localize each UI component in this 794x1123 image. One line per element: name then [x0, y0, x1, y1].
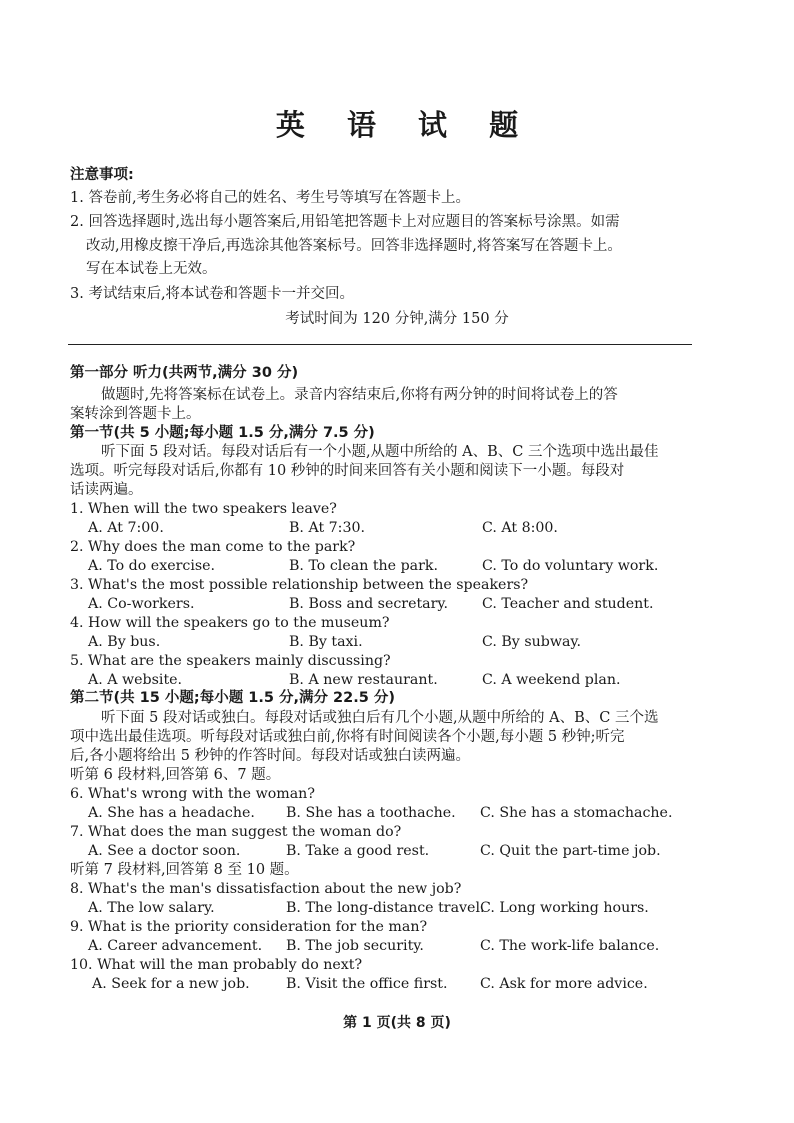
notice-line-1: 1. 答卷前,考生务必将自己的姓名、考生号等填写在答题卡上。	[70, 190, 471, 206]
option-c: C. Ask for more advice.	[480, 976, 648, 992]
option-b: B. Visit the office first.	[286, 976, 448, 992]
section2-intro-2: 项中选出最佳选项。听每段对话或独白前,你将有时间阅读各个小题,每小题 5 秒钟;听完	[70, 729, 625, 745]
option-b: B. The long-distance travel.	[286, 900, 485, 916]
material-7-instruction: 听第 7 段材料,回答第 8 至 10 题。	[70, 862, 299, 878]
option-c: C. Long working hours.	[480, 900, 649, 916]
option-c: C. Quit the part-time job.	[480, 843, 661, 859]
option-b: B. Boss and secretary.	[289, 596, 449, 612]
question-stem: 3. What's the most possible relationship between the speakers?	[70, 577, 529, 593]
option-a: A. The low salary.	[88, 900, 215, 916]
option-c: C. By subway.	[482, 634, 582, 650]
question-stem: 6. What's wrong with the woman?	[70, 786, 315, 802]
option-b: B. She has a toothache.	[286, 805, 456, 821]
section2-intro-3: 后,各小题将给出 5 秒钟的作答时间。每段对话或独白读两遍。	[70, 748, 471, 764]
notice-line-5: 3. 考试结束后,将本试卷和答题卡一并交回。	[70, 286, 355, 302]
option-b: B. The job security.	[286, 938, 424, 954]
option-a: A. At 7:00.	[88, 520, 164, 536]
option-c: C. Teacher and student.	[482, 596, 654, 612]
option-a: A. See a doctor soon.	[88, 843, 241, 859]
option-c: C. The work-life balance.	[480, 938, 660, 954]
question-stem: 5. What are the speakers mainly discussing?	[70, 653, 391, 669]
option-b: B. Take a good rest.	[286, 843, 430, 859]
page-number-footer: 第 1 页(共 8 页)	[343, 1015, 451, 1031]
part1-intro-1: 做题时,先将答案标在试卷上。录音内容结束后,你将有两分钟的时间将试卷上的答	[101, 387, 618, 403]
material-6-instruction: 听第 6 段材料,回答第 6、7 题。	[70, 767, 281, 783]
section1-intro-2: 选项。听完每段对话后,你都有 10 秒钟的时间来回答有关小题和阅读下一小题。每段对	[70, 463, 625, 479]
option-a: A. Seek for a new job.	[92, 976, 250, 992]
option-a: A. By bus.	[88, 634, 161, 650]
section2-heading: 第二节(共 15 小题;每小题 1.5 分,满分 22.5 分)	[70, 690, 395, 706]
option-c: C. At 8:00.	[482, 520, 558, 536]
question-stem: 2. Why does the man come to the park?	[70, 539, 356, 555]
option-c: C. A weekend plan.	[482, 672, 621, 688]
question-stem: 4. How will the speakers go to the museum?	[70, 615, 390, 631]
question-stem: 9. What is the priority consideration for the man?	[70, 919, 428, 935]
section1-heading: 第一节(共 5 小题;每小题 1.5 分,满分 7.5 分)	[70, 425, 375, 441]
part1-heading: 第一部分 听力(共两节,满分 30 分)	[70, 365, 299, 381]
section1-intro-3: 话读两遍。	[70, 482, 143, 498]
option-a: A. She has a headache.	[88, 805, 255, 821]
option-c: C. She has a stomachache.	[480, 805, 673, 821]
page-title: 英 语 试 题	[275, 108, 535, 142]
option-b: B. To clean the park.	[289, 558, 439, 574]
option-b: B. A new restaurant.	[289, 672, 438, 688]
exam-time-info: 考试时间为 120 分钟,满分 150 分	[285, 311, 509, 327]
option-a: A. To do exercise.	[88, 558, 216, 574]
notice-line-3: 改动,用橡皮擦干净后,再选涂其他答案标号。回答非选择题时,将答案写在答题卡上。	[86, 238, 622, 254]
notice-line-2: 2. 回答选择题时,选出每小题答案后,用铅笔把答题卡上对应题目的答案标号涂黑。如需	[70, 214, 620, 230]
option-a: A. Co-workers.	[88, 596, 195, 612]
section2-intro-1: 听下面 5 段对话或独白。每段对话或独白后有几个小题,从题中所给的 A、B、C 三个选	[101, 710, 659, 726]
question-stem: 8. What's the man's dissatisfaction about the new job?	[70, 881, 462, 897]
option-c: C. To do voluntary work.	[482, 558, 659, 574]
option-a: A. A website.	[88, 672, 183, 688]
question-stem: 10. What will the man probably do next?	[70, 957, 363, 973]
notice-line-4: 写在本试卷上无效。	[86, 261, 217, 277]
question-stem: 7. What does the man suggest the woman do?	[70, 824, 402, 840]
question-stem: 1. When will the two speakers leave?	[70, 501, 337, 517]
option-b: B. By taxi.	[289, 634, 363, 650]
section1-intro-1: 听下面 5 段对话。每段对话后有一个小题,从题中所给的 A、B、C 三个选项中选出最佳	[101, 444, 659, 460]
divider-line	[68, 344, 692, 345]
notice-heading: 注意事项:	[70, 167, 134, 183]
part1-intro-2: 案转涂到答题卡上。	[70, 406, 201, 422]
option-b: B. At 7:30.	[289, 520, 366, 536]
option-a: A. Career advancement.	[88, 938, 263, 954]
